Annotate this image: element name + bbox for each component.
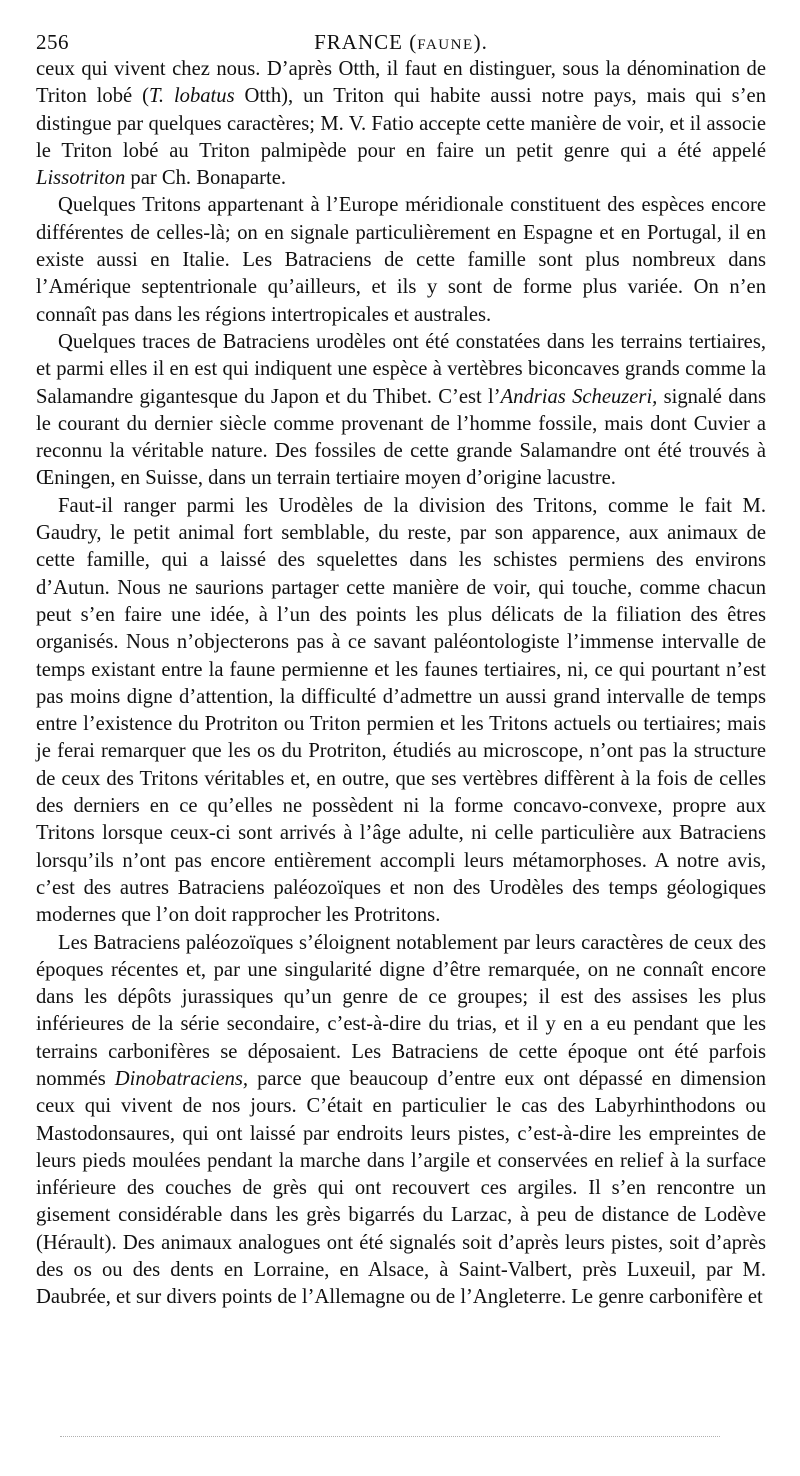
paragraph [36, 192, 766, 328]
running-head [36, 30, 766, 55]
paragraph [36, 56, 766, 192]
page-number: 256 [36, 30, 69, 54]
italic-term: Andrias Scheuzeri, [500, 385, 658, 408]
paragraph [36, 930, 766, 1312]
text-run: Faut-il ranger parmi les Urodèles de la division des Tritons, comme le fait M. Gaudry, le petit animal fort semblable, du reste, par son apparence, aux animaux de cette famille, qui a laissé des squelettes dans les schistes permiens des environs d’Autun. Nous ne saurions partager cette manière de voir, qui touche, comme chacun peut s’en faire une idée, à l’un des points les plus délicats de la filiation des êtres organisés. Nous n’objecterons pas à ce savant paléontologiste l’immense intervalle de temps existant entre la faune permienne et les faunes tertiaires, ni, ce qui pourtant n’est pas moins digne d’attention, la difficulté d’admettre un aussi grand intervalle de temps entre l’existence du Protriton ou Triton permien et les Tritons actuels ou tertiaires; mais je ferai remarquer que les os du Protriton, étudiés au microscope, n’ont pas la structure de ceux des Tritons véritables et, en outre, que ses vertèbres diffèrent à la fois de celles des derniers en ce qu’elles ne possèdent ni la forme concavo-convexe, propre aux Tritons lorsque ceux-ci sont arrivés à l’âge adulte, ni celle particulière aux Batraciens lorsqu’ils n’ont pas encore entièrement accompli leurs métamorphoses. A notre avis, c’est des autres Batraciens paléozoïques et non des Urodèles des temps géologiques modernes que l’on doit rapprocher les Protritons. [36, 494, 766, 927]
running-head-end: ). [473, 30, 488, 54]
book-page [36, 22, 766, 1312]
text-run: Les Batraciens paléozoïques s’éloignent notablement par leurs caractères de ceux des époques récentes et, par une singularité digne d’être remarquée, on ne connaît encore dans les dépôts jurassiques qu’un genre de ce groupes; il est des assises les plus inférieures de la série secondaire, c’est-à-dire du trias, et il y en a eu pendant que les terrains carbonifères se déposaient. Les Batraciens de cette époque ont été parfois nommés [36, 931, 766, 1090]
running-head-main: FRANCE ( [314, 30, 418, 54]
text-run: ceux qui vivent chez nous. D’après Otth, il faut en distinguer, sous la dénomination de Triton lobé ( [36, 58, 766, 108]
body-text [36, 56, 766, 1312]
paragraph [36, 493, 766, 930]
text-run: Otth), un Triton qui habite aussi notre pays, mais qui s’en distingue par quelques caractères; M. V. Fatio accepte cette manière de voir, et il associe le Triton lobé au Triton palmipède pour en faire un petit genre qui a été appelé [36, 85, 766, 162]
paragraph [36, 329, 766, 493]
footer-rule [60, 1436, 720, 1441]
page-header [36, 22, 766, 56]
text-run: Quelques traces de Batraciens urodèles ont été constatées dans les terrains tertiaires, et parmi elles il en est qui indiquent une espèce à vertèbres biconcaves grands comme la Salamandre gigantesque du Japon et du Thibet. C’est l’ [36, 330, 766, 408]
italic-term: Lissotriton [36, 167, 126, 190]
text-run: par Ch. Bonaparte. [125, 167, 286, 190]
italic-term: Dinobatraciens, [114, 1067, 249, 1090]
text-run: signalé dans le courant du dernier siècle comme provenant de l’homme fossile, mais dont Cuvier a reconnu la véritable nature. Des fossiles de cette grande Salamandre ont été trouvés à Œningen, en Suisse, dans un terrain tertiaire moyen d’origine lacustre. [36, 385, 766, 490]
text-run: Quelques Tritons appartenant à l’Europe méridionale constituent des espèces encore différentes de celles-là; on en signale particulièrement en Espagne et en Portugal, il en existe aussi en Italie. Les Batraciens de cette famille sont plus nombreux dans l’Amérique septentrionale qu’ailleurs, et ils y sont de forme plus variée. On n’en connaît pas dans les régions intertropicales et australes. [36, 194, 766, 326]
running-head-small-caps: FAUNE [417, 37, 474, 53]
text-run: parce que beaucoup d’entre eux ont dépassé en dimension ceux qui vivent de nos jours. C’était en particulier le cas des Labyrhinthodons ou Mastodonsaures, qui ont laissé par endroits leurs pistes, c’est-à-dire les empreintes de leurs pieds moulées pendant la marche dans l’argile et conservées en relief à la surface inférieure des couches de grès qui ont recouvert ces argiles. Il s’en rencontre un gisement considérable dans les grès bigarrés du Larzac, à peu de distance de Lodève (Hérault). Des animaux analogues ont été signalés soit d’après leurs pistes, soit d’après des os ou des dents en Lorraine, en Alsace, à Saint-Valbert, près Luxeuil, par M. Daubrée, et sur divers points de l’Allemagne ou de l’Angleterre. Le genre carbonifère et [36, 1067, 766, 1309]
italic-term: T. lobatus [148, 85, 235, 108]
